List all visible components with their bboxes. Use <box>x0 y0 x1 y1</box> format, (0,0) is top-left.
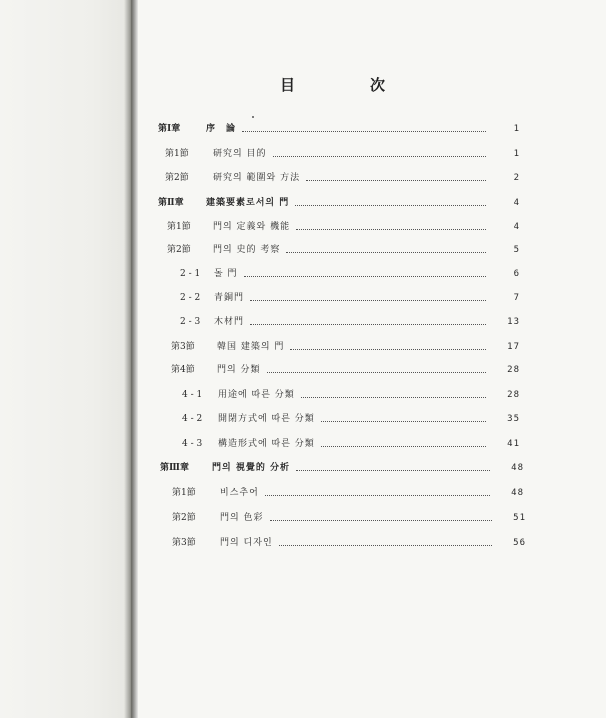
toc-page: 28 <box>507 390 520 400</box>
dot-leader <box>321 421 486 422</box>
toc-page: 1 <box>513 149 520 159</box>
dot-leader <box>296 470 490 471</box>
toc-page: 5 <box>513 245 520 255</box>
ink-speck <box>252 116 254 118</box>
toc-page: 4 <box>513 222 520 232</box>
toc-number: 第3節 <box>171 342 195 352</box>
toc-title: 돌 門 <box>214 269 238 279</box>
toc-number: 4 - 2 <box>182 414 203 424</box>
dot-leader <box>244 276 486 277</box>
toc-page: 13 <box>507 317 520 327</box>
toc-number: 第3節 <box>172 538 196 548</box>
page-title <box>0 74 606 98</box>
toc-row-section[interactable] <box>172 485 524 501</box>
toc-title: 門의 史的 考察 <box>213 245 281 255</box>
toc-title: 木材門 <box>214 317 245 327</box>
toc-title: 門의 定義와 機能 <box>213 222 291 232</box>
toc-page: 56 <box>513 538 526 548</box>
dot-leader <box>270 520 492 521</box>
toc-number: 第Ⅱ章 <box>158 198 184 208</box>
title-char-2: 次 <box>370 76 386 94</box>
toc-number: 第2節 <box>167 245 191 255</box>
dot-leader <box>267 372 486 373</box>
toc-number: 第4節 <box>171 365 195 375</box>
dot-leader <box>242 131 486 132</box>
toc-title: 門의 디자인 <box>220 538 273 548</box>
toc-page: 41 <box>507 439 520 449</box>
toc-page: 48 <box>511 463 524 473</box>
toc-title: 門의 分類 <box>217 365 261 375</box>
toc-row-section[interactable] <box>171 339 520 355</box>
toc-row-section[interactable] <box>167 219 520 235</box>
dot-leader <box>279 545 492 546</box>
toc-title: 韓国 建築의 門 <box>217 342 285 352</box>
right-page <box>138 0 606 718</box>
dot-leader <box>286 252 486 253</box>
toc-row-section[interactable] <box>165 146 520 162</box>
toc-number: 4 - 3 <box>182 439 203 449</box>
toc-number: 4 - 1 <box>182 390 203 400</box>
toc-title: 用途에 따른 分類 <box>218 390 295 400</box>
toc-row-subsection[interactable] <box>180 266 520 282</box>
toc-row-section[interactable] <box>172 535 526 551</box>
toc-title: 序 論 <box>206 124 237 134</box>
toc-row-chapter-2[interactable] <box>158 195 520 211</box>
toc-title: 開閉方式에 따른 分類 <box>218 414 315 424</box>
toc-page: 7 <box>513 293 520 303</box>
toc-title: 門의 視覺的 分析 <box>212 463 290 473</box>
toc-title: 비스추어 <box>220 488 259 498</box>
toc-number: 第1節 <box>167 222 191 232</box>
toc-row-section[interactable] <box>165 170 520 186</box>
toc-title: 門의 色彩 <box>220 513 264 523</box>
dot-leader <box>273 156 486 157</box>
toc-number: 2 - 2 <box>180 293 201 303</box>
toc-page: 1 <box>513 124 520 134</box>
toc-page: 2 <box>513 173 520 183</box>
toc-number: 第1節 <box>165 149 189 159</box>
toc-page: 35 <box>507 414 520 424</box>
toc-row-section[interactable] <box>171 362 520 378</box>
dot-leader <box>250 324 486 325</box>
toc-row-subsection[interactable] <box>180 314 520 330</box>
toc-row-subsection[interactable] <box>182 436 520 452</box>
toc-number: 2 - 1 <box>180 269 201 279</box>
toc-title: 研究의 範圍와 方法 <box>213 173 301 183</box>
toc-number: 第Ⅲ章 <box>160 463 189 473</box>
dot-leader <box>290 349 486 350</box>
toc-row-chapter-3[interactable] <box>160 460 524 476</box>
dot-leader <box>295 205 486 206</box>
toc-row-subsection[interactable] <box>182 411 520 427</box>
toc-number: 第1節 <box>172 488 196 498</box>
toc-number: 第2節 <box>165 173 189 183</box>
dot-leader <box>301 397 486 398</box>
title-char-1: 目 <box>280 76 296 94</box>
dot-leader <box>250 300 486 301</box>
dot-leader <box>296 229 486 230</box>
toc-page: 17 <box>507 342 520 352</box>
toc-row-chapter-1[interactable] <box>158 121 520 137</box>
toc-title: 研究의 目的 <box>213 149 267 159</box>
book-spine-shadow <box>124 0 138 718</box>
dot-leader <box>265 495 490 496</box>
toc-number: 第2節 <box>172 513 196 523</box>
toc-row-subsection[interactable] <box>180 290 520 306</box>
toc-row-subsection[interactable] <box>182 387 520 403</box>
toc-row-section[interactable] <box>167 242 520 258</box>
dot-leader <box>321 446 486 447</box>
toc-page: 48 <box>511 488 524 498</box>
toc-title: 青銅門 <box>214 293 245 303</box>
left-page <box>0 0 132 718</box>
toc-page: 6 <box>513 269 520 279</box>
dot-leader <box>306 180 486 181</box>
toc-title: 建築要素로서의 門 <box>206 198 290 208</box>
toc-row-section[interactable] <box>172 510 526 526</box>
toc-number: 第Ⅰ章 <box>158 124 181 134</box>
toc-page: 28 <box>507 365 520 375</box>
toc-page: 51 <box>513 513 526 523</box>
toc-number: 2 - 3 <box>180 317 201 327</box>
toc-title: 構造形式에 따른 分類 <box>218 439 315 449</box>
toc-page: 4 <box>513 198 520 208</box>
